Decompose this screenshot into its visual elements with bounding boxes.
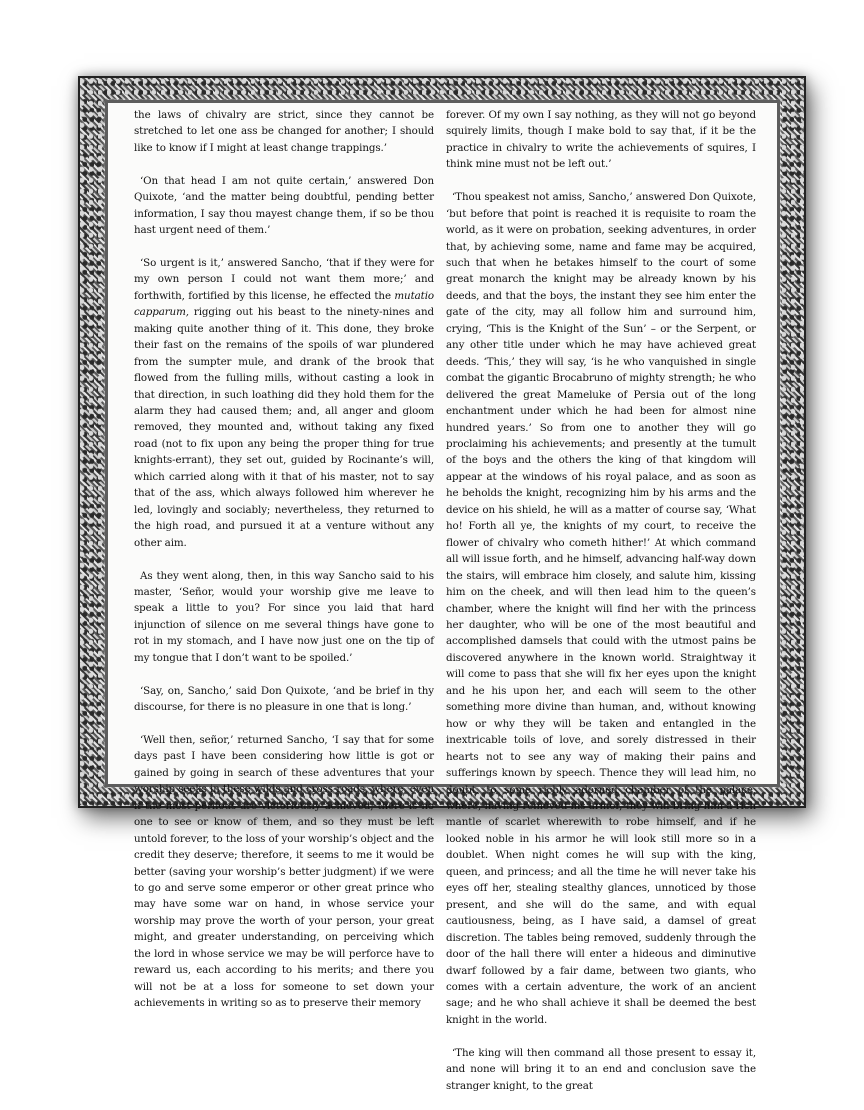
paragraph: ‘Well then, señor,’ returned Sancho, ‘I say that for some days past I have been considering how little is got or gained by going in search of these adventures that your worship seeks in these wilds and cross-roads, where, even if the most perilous are victoriously achieved, there is no one to see or know of them, and so they must be left untold forever, to the loss of your worship’s object and the credit they deserve; therefore, it seems to me it would be better (saving your worship’s better judgment) if we were to go and serve some emperor or other great prince who may have some war on hand, in whose service your worship may prove the worth of your person, your great might, and greater understanding, on perceiving which the lord in whose service we may be will perforce have to reward us, each according to his merits; and there you will not be at a loss for someone to set down your achievements in writing so as to preserve their memory — [134, 733, 434, 1010]
paragraph: forever. Of my own I say nothing, as they will not go beyond squirely limits, though I make bold to say that, if it be the practice in chivalry to write the achievements of squires, I think mine must not be left out.’ — [446, 109, 756, 171]
right-column — [446, 107, 756, 1110]
paragraph-text: ‘So urgent is it,’ answered Sancho, ‘that if they were for my own person I could not want them more;’ and forthwith, fortified by this license, he effected the — [134, 256, 434, 302]
book-page — [108, 103, 777, 1092]
left-column — [134, 107, 434, 1028]
italic-latin-phrase: mutatio capparum, — [134, 289, 434, 319]
paragraph: the laws of chivalry are strict, since they cannot be stretched to let one ass be changed for another; I should like to know if I might at least change trappings.’ — [134, 109, 434, 154]
paragraph: ‘Thou speakest not amiss, Sancho,’ answered Don Quixote, ‘but before that point is reached it is requisite to roam the world, as it were on probation, seeking adventures, in order that, by achieving some, name and fame may be acquired, such that when he betakes himself to the court of some great monarch the knight may be already known by his deeds, and that the boys, the instant they see him enter the gate of the city, may all follow him and surround him, crying, ‘This is the Knight of the Sun’ – or the Serpent, or any other title under which he may have achieved great deeds. ‘This,’ they will say, ‘is he who vanquished in single combat the gigantic Brocabruno of mighty strength; he who delivered the great Mameluke of Persia out of the long enchantment under which he had been for almost nine hundred years.’ So from one to another they will go proclaiming his achievements; and presently at the tumult of the boys and the others the king of that kingdom will appear at the windows of his royal palace, and as soon as he beholds the knight, recognizing him by his arms and the device on his shield, he will as a matter of course say, ‘What ho! Forth all ye, the knights of my court, to receive the flower of chivalry who cometh hither!’ At which command all will issue forth, and he himself, advancing half-way down the stairs, will embrace him closely, and salute him, kissing him on the cheek, and will then lead him to the queen’s chamber, where the knight will find her with the princess her daughter, who will be one of the most beautiful and accomplished damsels that could with the utmost pains be discovered anywhere in the known world. Straightway it will come to pass that she will fix her eyes upon the knight and he his upon her, and each will seem to the other something more divine than human, and, without knowing how or why they will be taken and entangled in the inextricable toils of love, and sorely distressed in their hearts not to see any way of making their pains and sufferings known by speech. Thence they will lead him, no doubt, to some richly adorned chamber of the palace, where, having removed his armor, they will bring him a rich mantle of scarlet wherewith to robe himself, and if he looked noble in his armor he will look still more so in a doublet. When night comes he will sup with the king, queen, and princess; and all the time he will never take his eyes off her, stealing stealthy glances, unnoticed by those present, and she will do the same, and with equal cautiousness, being, as I have said, a damsel of great discretion. The tables being removed, suddenly through the door of the hall there will enter a hideous and diminutive dwarf followed by a fair dame, between two giants, who comes with a certain adventure, the work of an ancient sage; and he who shall achieve it shall be deemed the best knight in the world. — [446, 191, 756, 1026]
paragraph: ‘On that head I am not quite certain,’ answered Don Quixote, ‘and the matter being doubtful, pending better information, I say thou mayest change them, if so be thou hast urgent need of them.’ — [134, 174, 434, 237]
paragraph — [134, 255, 434, 551]
paragraph: ‘The king will then command all those present to essay it, and none will bring it to an end and conclusion save the stranger knight, to the great — [446, 1046, 756, 1092]
paragraph: ‘Say, on, Sancho,’ said Don Quixote, ‘and be brief in thy discourse, for there is no pleasure in one that is long.’ — [134, 684, 434, 714]
paragraph-text: rigging out his beast to the ninety-nines and making quite another thing of it. This done, they broke their fast on the remains of the spoils of war plundered from the sumpter mule, and drank of the brook that flowed from the fulling mills, without casting a look in that direction, in such loathing did they hold them for the alarm they had caused them; and, all anger and gloom removed, they mounted and, without taking any fixed road (not to fix upon any being the proper thing for true knights-errant), they set out, guided by Rocinante’s will, which carried along with it that of his master, not to say that of the ass, which always followed him wherever he led, lovingly and sociably; nevertheless, they returned to the high road, and pursued it at a venture without any other aim. — [134, 306, 434, 549]
paragraph: As they went along, then, in this way Sancho said to his master, ‘Señor, would your worship give me leave to speak a little to you? For since you laid that hard injunction of silence on me several things have gone to rot in my stomach, and I have now just one on the tip of my tongue that I don’t want to be spoiled.’ — [134, 569, 434, 664]
